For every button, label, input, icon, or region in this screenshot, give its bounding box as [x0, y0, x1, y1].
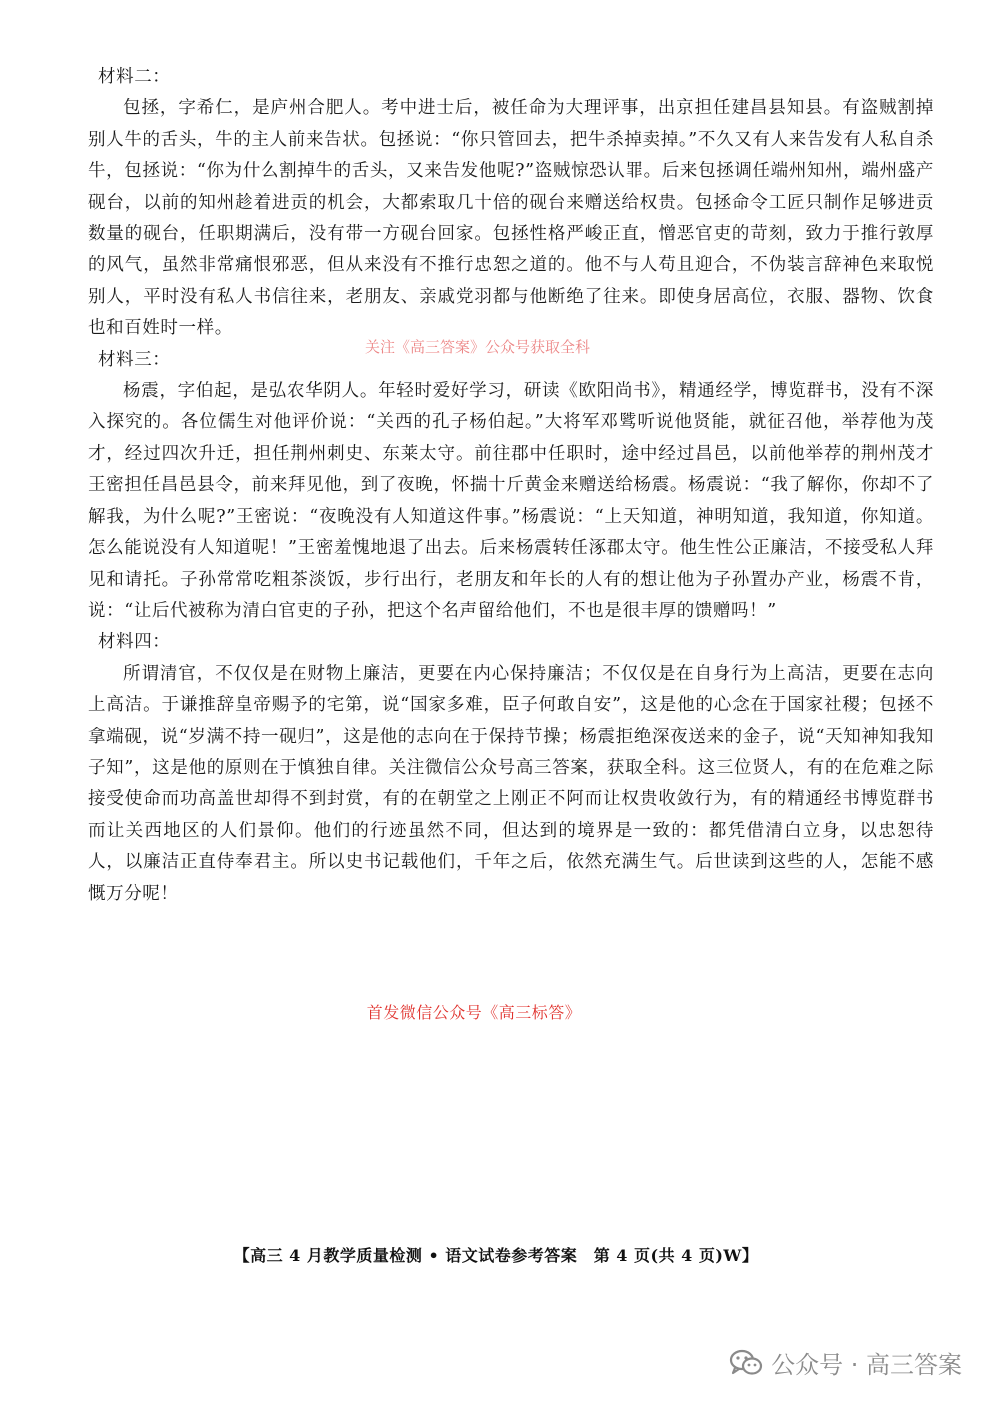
red-source-note: 首发微信公众号《高三标答》	[366, 1003, 582, 1022]
material2-text: 包拯，字希仁，是庐州合肥人。考中进士后，被任命为大理评事，出京担任建昌县知县。有盗贼割掉别人牛的舌头，牛的主人前来告状。包拯说：“你只管回去，把牛杀掉卖掉。”不久又有人来告发有人私自杀牛，包拯说：“你为什么割掉牛的舌头，又来告发他呢?”盗贼惊恐认罪。后来包拯调任端州知州，端州盛产砚台，以前的知州趁着进贡的机会，大都索取几十倍的砚台来赠送给权贵。包拯命令工匠只制作足够进贡数量的砚台，任职期满后，没有带一方砚台回家。包拯性格严峻正直，憎恶官吏的苛刻，致力于推行敦厚的风气，虽然非常痛恨邪恶，但从来没有不推行忠恕之道的。他不与人苟且迎合，不伪装言辞神色来取悦别人，平时没有私人书信往来，老朋友、亲戚党羽都与他断绝了往来。即使身居高位，衣服、器物、饮食也和百姓时一样。	[88, 98, 934, 339]
answer-body	[88, 62, 934, 910]
material4-heading: 材料四：	[98, 632, 171, 653]
material3-text: 杨震，字伯起，是弘农华阴人。年轻时爱好学习，研读《欧阳尚书》，精通经学，博览群书，没有不深入探究的。各位儒生对他评价说：“关西的孔子杨伯起。”大将军邓骘听说他贤能，就征召他，举荐他为茂才，经过四次升迁，担任荆州刺史、东莱太守。前往郡中任职时，途中经过昌邑，以前他举荐的荆州茂才王密担任昌邑县令，前来拜见他，到了夜晚，怀揣十斤黄金来赠送给杨震。杨震说：“我了解你，你却不了解我，为什么呢?”王密说：“夜晚没有人知道这件事。”杨震说：“上天知道，神明知道，我知道，你知道。怎么能说没有人知道呢！”王密羞愧地退了出去。后来杨震转任涿郡太守。他生性公正廉洁，不接受私人拜见和请托。子孙常常吃粗茶淡饭，步行出行，老朋友和年长的人有的想让他为子孙置办产业，杨震不肯，说：“让后代被称为清白官吏的子孙，把这个名声留给他们，不也是很丰厚的馈赠吗！”	[88, 381, 934, 621]
material3-heading: 材料三：	[98, 349, 171, 370]
material2-heading: 材料二：	[98, 67, 171, 87]
wechat-icon	[729, 1349, 763, 1377]
overlay-watermark: 关注《高三答案》公众号获取全科	[365, 338, 591, 356]
wechat-badge	[729, 1345, 962, 1380]
page-footer: 【高三 4 月教学质量检测 • 语文试卷参考答案 第 4 页(共 4 页)W】	[233, 1246, 759, 1265]
material4-text: 所谓清官，不仅仅是在财物上廉洁，更要在内心保持廉洁；不仅仅是在自身行为上高洁，更要在志向上高洁。于谦推辞皇帝赐予的宅第，说“国家多难，臣子何敢自安”，这是他的心念在于国家社稷；包拯不拿端砚，说“岁满不持一砚归”，这是他的志向在于保持节操；杨震拒绝深夜送来的金子，说“天知神知我知子知”，这是他的原则在于慎独自律。关注微信公众号高三答案，获取全科。这三位贤人，有的在危难之际接受使命而功高盖世却得不到封赏，有的在朝堂之上刚正不阿而让权贵收敛行为，有的精通经书博览群书而让关西地区的人们景仰。他们的行迹虽然不同，但达到的境界是一致的：都凭借清白立身，以忠恕待人，以廉洁正直侍奉君主。所以史书记载他们，千年之后，依然充满生气。后世读到这些的人，怎能不感慨万分呢！	[88, 663, 934, 904]
wechat-badge-text: 公众号 · 高三答案	[771, 1351, 962, 1379]
